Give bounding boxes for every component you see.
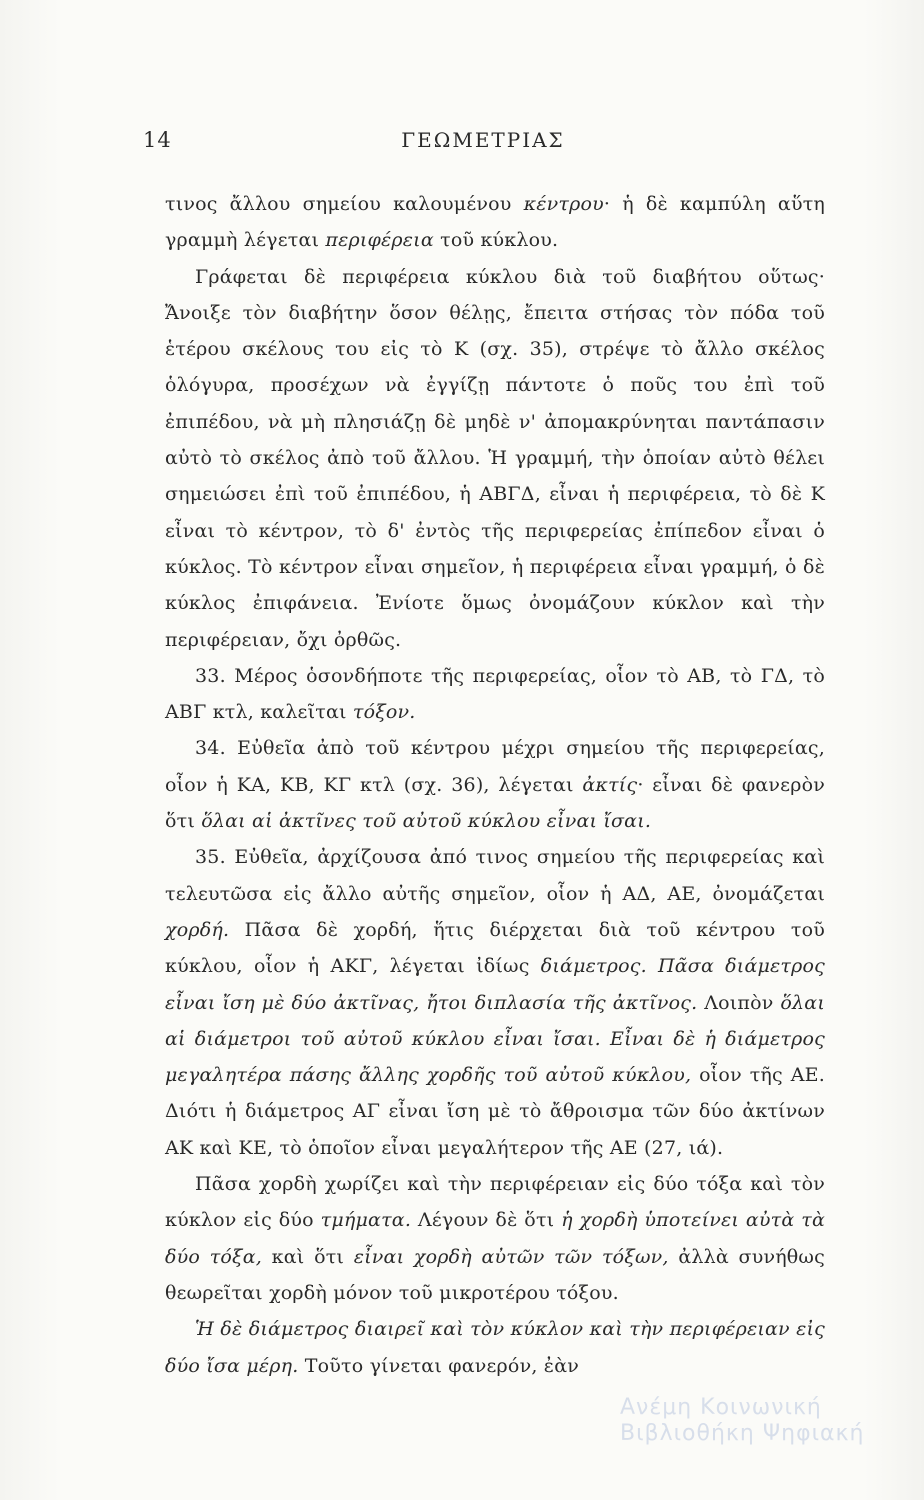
paragraph-35: 35. Εὐθεῖα, ἀρχίζουσα ἀπό τινος σημείου τῆς περιφερείας καὶ τελευτῶσα εἰς ἄλλο αὐτῆς σημεῖον, οἷον ἡ ΑΔ, ΑΕ, ὀνομάζεται χορδή. Πᾶσα δὲ χορδή, ἥτις διέρχεται διὰ τοῦ κέντρου τοῦ κύκλου, οἷον ἡ ΑΚΓ, λέγεται ἰδίως διάμετρος. Πᾶσα διάμετρος εἶναι ἴση μὲ δύο ἀκτῖνας, ἤτοι διπλασία τῆς ἀκτῖνος. Λοιπὸν ὅλαι αἱ διάμετροι τοῦ αὐτοῦ κύκλου εἶναι ἴσαι. Εἶναι δὲ ἡ διάμετρος μεγαλητέρα πάσης ἄλλης χορδῆς τοῦ αὐτοῦ κύκλου, οἷον τῆς ΑΕ. Διότι ἡ διάμετρος ΑΓ εἶναι ἴση μὲ τὸ ἄθροισμα τῶν δύο ἀκτίνων ΑΚ καὶ ΚΕ, τὸ ὁποῖον εἶναι μεγαλήτερον τῆς ΑΕ (27, ιά). bbox=[165, 846, 825, 1159]
library-watermark: Ανέμη Κοινωνική Βιβλιοθήκη Ψηφιακή bbox=[620, 1395, 865, 1446]
page-number: 14 bbox=[143, 128, 172, 152]
paragraph-chord: Πᾶσα χορδὴ χωρίζει καὶ τὴν περιφέρειαν εἰς δύο τόξα καὶ τὸν κύκλον εἰς δύο τμήματα. Λέγουν δὲ ὅτι ἡ χορδὴ ὑποτείνει αὐτὰ τὰ δύο τόξα, καὶ ὅτι εἶναι χορδὴ αὐτῶν τῶν τόξων, ἀλλὰ συνήθως θεωρεῖται χορδὴ μόνον τοῦ μικροτέρου τόξου. bbox=[165, 1173, 825, 1304]
page-header bbox=[143, 128, 823, 168]
paragraph-33: 33. Μέρος ὁσονδήποτε τῆς περιφερείας, οἷον τὸ ΑΒ, τὸ ΓΔ, τὸ ΑΒΓ κτλ, καλεῖται τόξον. bbox=[165, 664, 825, 724]
paragraph-diameter: Ἡ δὲ διάμετρος διαιρεῖ καὶ τὸν κύκλον καὶ τὴν περιφέρειαν εἰς δύο ἴσα μέρη. Τοῦτο γίνεται φανερόν, ἐὰν bbox=[165, 1318, 825, 1377]
paragraph-1: τινος ἄλλου σημείου καλουμένου κέντρου· ἡ δὲ καμπύλη αὕτη γραμμὴ λέγεται περιφέρεια τοῦ κύκλου. bbox=[165, 193, 825, 252]
running-title: ΓΕΩΜΕΤΡΙΑΣ bbox=[401, 128, 565, 152]
paragraph-2: Γράφεται δὲ περιφέρεια κύκλου διὰ τοῦ διαβήτου οὕτως· Ἄνοιξε τὸν διαβήτην ὅσον θέλῃς, ἔπειτα στήσας τὸν πόδα τοῦ ἑτέρου σκέλους του εἰς τὸ Κ (σχ. 35), στρέψε τὸ ἄλλο σκέλος ὁλόγυρα, προσέχων νὰ ἐγγίζῃ πάντοτε ὁ ποῦς του ἐπὶ τοῦ ἐπιπέδου, νὰ μὴ πλησιάζῃ δὲ μηδὲ ν' ἀπομακρύνηται παντάπασιν αὐτὸ τὸ σκέλος ἀπὸ τοῦ ἄλλου. Ἡ γραμμή, τὴν ὁποίαν αὐτὸ θέλει σημειώσει ἐπὶ τοῦ ἐπιπέδου, ἡ ΑΒΓΔ, εἶναι ἡ περιφέρεια, τὸ δὲ Κ εἶναι τὸ κέντρον, τὸ δ' ἐντὸς τῆς περιφερείας ἐπίπεδον εἶναι ὁ κύκλος. Τὸ κέντρον εἶναι σημεῖον, ἡ περιφέρεια εἶναι γραμμή, ὁ δὲ κύκλος ἐπιφάνεια. Ἐνίοτε ὅμως ὀνομάζουν κύκλον καὶ τὴν περιφέρειαν, ὄχι ὀρθῶς. bbox=[165, 265, 825, 651]
body-text bbox=[165, 186, 825, 1384]
paragraph-34: 34. Εὐθεῖα ἀπὸ τοῦ κέντρου μέχρι σημείου τῆς περιφερείας, οἷον ἡ ΚΑ, ΚΒ, ΚΓ κτλ (σχ. 36), λέγεται ἀκτίς· εἶναι δὲ φανερὸν ὅτι ὅλαι αἱ ἀκτῖνες τοῦ αὐτοῦ κύκλου εἶναι ἴσαι. bbox=[165, 737, 825, 833]
